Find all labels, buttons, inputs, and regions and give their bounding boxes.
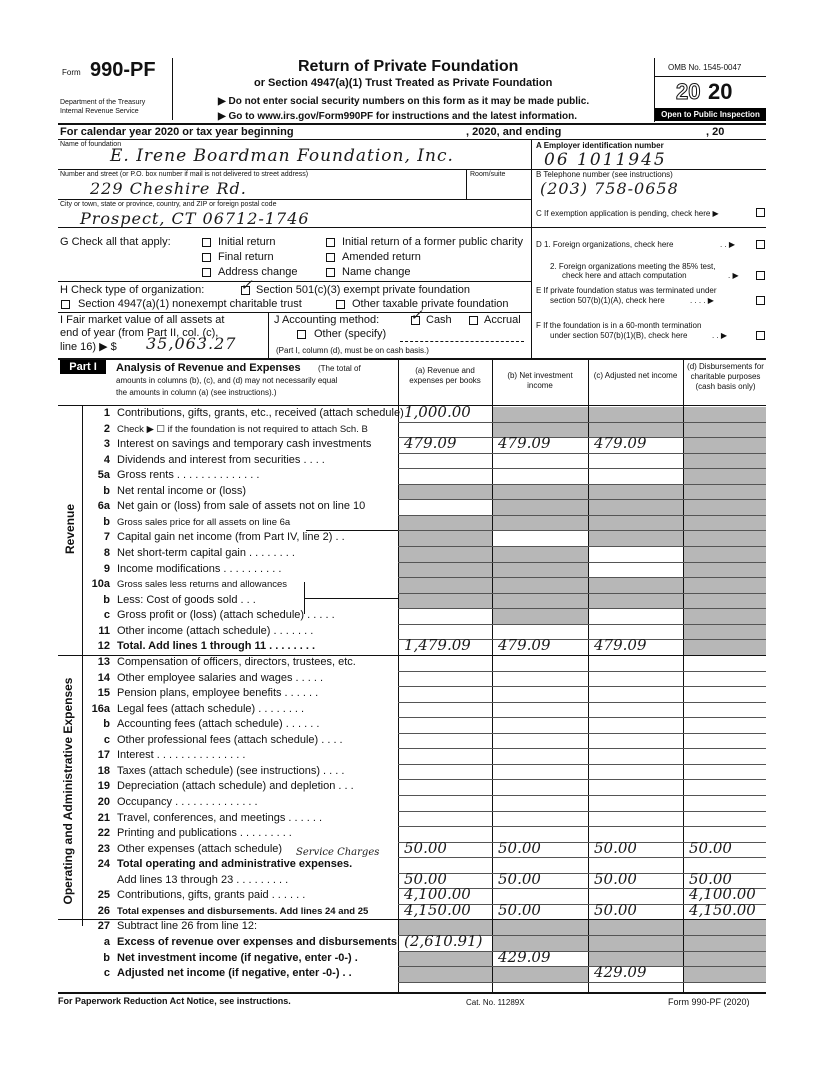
row-number: 3	[103, 438, 110, 451]
foreign-85-checkbox[interactable]	[756, 271, 765, 280]
shaded-cell	[684, 531, 766, 546]
room-suite-label: Room/suite	[470, 171, 506, 178]
shaded-cell	[589, 407, 683, 422]
header-divider-left	[172, 58, 173, 120]
form-word: Form	[62, 68, 81, 77]
shaded-cell	[684, 563, 766, 578]
termination-60-label1: F If the foundation is in a 60-month termination	[536, 321, 702, 330]
cell-a[interactable]: (2,610.91)	[404, 932, 483, 951]
part1-title: Analysis of Revenue and Expenses	[116, 362, 301, 374]
shaded-cell	[399, 516, 492, 531]
expenses-side-label: Operating and Administrative Expenses	[61, 677, 75, 905]
row-label: Contributions, gifts, grants paid . . . . . .	[117, 889, 306, 902]
shaded-cell	[684, 423, 766, 438]
row-number: b	[103, 593, 110, 606]
fmv-line2: end of year (from Part II, col. (c),	[60, 327, 219, 339]
row-number: 6a	[97, 500, 110, 513]
tax-year-bold: 20	[708, 79, 733, 104]
row-rule	[398, 748, 766, 749]
shaded-cell	[399, 485, 492, 500]
row-number: 1	[103, 407, 110, 419]
dept-treasury: Department of the Treasury	[60, 99, 146, 106]
row-rule	[398, 671, 766, 672]
cell-d[interactable]: 4,150.00	[689, 900, 756, 919]
cash-basis-note: (Part I, column (d), must be on cash basis.)	[276, 346, 429, 355]
row-label: Net investment income (if negative, enter -0-) .	[117, 951, 358, 964]
section-501c3-label: Section 501(c)(3) exempt private foundation	[256, 284, 471, 296]
row-label: Other expenses (attach schedule)	[117, 842, 283, 855]
form-subtitle: or Section 4947(a)(1) Trust Treated as Private Foundation	[254, 77, 553, 89]
shaded-cell	[684, 469, 766, 484]
row-number: c	[103, 609, 110, 622]
row-number: 9	[103, 562, 110, 575]
row-number: 25	[97, 889, 110, 902]
row-label: Income modifications . . . . . . . . . .	[117, 562, 282, 575]
phone-label: B Telephone number (see instructions)	[536, 170, 673, 179]
part1-desc2: the amounts in column (a) (see instructions).)	[116, 388, 277, 397]
foreign-85-arrow-icon: . ▶	[728, 271, 739, 280]
row-number: 20	[97, 796, 110, 808]
row-label: Interest . . . . . . . . . . . . . . .	[117, 749, 246, 762]
shaded-cell	[493, 920, 588, 935]
row-rule	[398, 562, 766, 563]
section-separator	[58, 655, 766, 656]
shaded-cell	[589, 936, 683, 951]
h-org-type-label: H Check type of organization:	[60, 284, 205, 296]
exemption-pending-label: C If exemption application is pending, check here ▶	[536, 209, 719, 218]
cell-d[interactable]: 4,100.00	[689, 885, 756, 904]
section-501c3-checkmark-icon: ✓	[240, 276, 253, 294]
name-change-label: Name change	[342, 266, 411, 278]
termination-60-label2: under section 507(b)(1)(B), check here	[550, 331, 688, 340]
row-label: Contributions, gifts, grants, etc., received (attach schedule)	[117, 407, 404, 419]
form-title: Return of Private Foundation	[298, 58, 519, 75]
row-rule	[398, 795, 766, 796]
row-label: Taxes (attach schedule) (see instructions) . . . .	[117, 764, 345, 777]
row-number: 5a	[97, 469, 110, 482]
address-change-checkbox[interactable]	[202, 268, 211, 277]
row-rule	[398, 484, 766, 485]
foreign-85-label1: 2. Foreign organizations meeting the 85% test,	[550, 262, 716, 271]
foreign-85-label2: check here and attach computation	[562, 271, 687, 280]
fmv-value[interactable]: 35,063.27	[146, 334, 237, 353]
footer-paperwork-notice: For Paperwork Reduction Act Notice, see instructions.	[58, 996, 291, 1006]
row-number: 12	[97, 640, 110, 653]
row-label: Other employee salaries and wages . . . . .	[117, 671, 324, 684]
shaded-cell	[493, 516, 588, 531]
amended-return-label: Amended return	[342, 251, 421, 263]
row-label: Interest on savings and temporary cash investments	[117, 438, 372, 451]
initial-return-label: Initial return	[218, 236, 276, 248]
shaded-cell	[399, 547, 492, 562]
termination-60-checkbox[interactable]	[756, 331, 765, 340]
row-label: Other professional fees (attach schedule) . . . .	[117, 733, 343, 746]
row-number: b	[103, 484, 110, 497]
cell-c[interactable]: 50.00	[594, 838, 637, 857]
cell-b[interactable]: 50.00	[498, 838, 541, 857]
cell-c[interactable]: 429.09	[594, 963, 647, 982]
shaded-cell	[684, 500, 766, 515]
row-label: Other income (attach schedule) . . . . . . .	[117, 624, 314, 637]
name-change-checkbox[interactable]	[326, 268, 335, 277]
street-value[interactable]: 229 Cheshire Rd.	[90, 179, 247, 198]
other-taxable-checkbox[interactable]	[336, 300, 345, 309]
row-label: Printing and publications . . . . . . . . .	[117, 827, 292, 840]
accrual-checkbox[interactable]	[469, 316, 478, 325]
row-number: b	[103, 718, 110, 731]
shaded-cell	[684, 967, 766, 982]
cell-d[interactable]: 50.00	[689, 838, 732, 857]
exemption-pending-checkbox[interactable]	[756, 208, 765, 217]
foreign-org-arrow-icon: . . ▶	[720, 240, 736, 249]
accrual-label: Accrual	[484, 314, 521, 326]
foreign-org-checkbox[interactable]	[756, 240, 765, 249]
row-number: b	[103, 951, 110, 964]
row-number: 15	[97, 687, 110, 700]
shaded-cell	[684, 952, 766, 967]
part1-desc1: amounts in columns (b), (c), and (d) may not necessarily equal	[116, 376, 338, 385]
row-label: Excess of revenue over expenses and disbursements	[117, 936, 398, 949]
row-rule	[398, 702, 766, 703]
revenue-side-label: Revenue	[63, 503, 77, 555]
row-number: 10a	[91, 578, 110, 591]
shaded-cell	[684, 640, 766, 655]
row-rule	[398, 546, 766, 547]
calendar-year-mid: , 2020, and ending	[466, 126, 562, 138]
row-label: Depreciation (attach schedule) and depletion . . .	[117, 780, 354, 793]
row-label: Gross rents . . . . . . . . . . . . . .	[117, 469, 260, 482]
cell-a[interactable]: 1,000.00	[404, 403, 471, 421]
row-number: 14	[97, 671, 110, 684]
row23-handwritten-note[interactable]: Service Charges	[296, 847, 380, 858]
initial-return-checkbox[interactable]	[202, 238, 211, 247]
col-b-header: (b) Net investment income	[507, 371, 573, 390]
g-check-label: G Check all that apply:	[60, 236, 171, 248]
row-rule	[398, 951, 766, 952]
row-rule	[398, 982, 766, 983]
shaded-cell	[589, 578, 683, 593]
other-method-checkbox[interactable]	[297, 330, 306, 339]
row-number: 26	[97, 904, 110, 917]
cell-c[interactable]: 479.09	[594, 636, 647, 655]
calendar-year-end: , 20	[706, 126, 725, 138]
shaded-cell	[589, 531, 683, 546]
cash-checkmark-icon: ✓	[410, 306, 423, 324]
row-rule	[398, 515, 766, 516]
row-number: c	[103, 733, 110, 746]
termination-60-arrow-icon: . . ▶	[712, 331, 728, 340]
cell-a[interactable]: 50.00	[404, 869, 447, 888]
row-rule	[398, 966, 766, 967]
row-rule	[398, 608, 766, 609]
shaded-cell	[399, 578, 492, 593]
accounting-method-label: J Accounting method:	[274, 314, 380, 326]
shaded-cell	[589, 516, 683, 531]
street-label: Number and street (or P.O. box number if mail is not delivered to street address)	[60, 171, 309, 178]
shaded-cell	[589, 500, 683, 515]
shaded-cell	[684, 485, 766, 500]
terminated-a-checkbox[interactable]	[756, 296, 765, 305]
initial-return-former-checkbox[interactable]	[326, 238, 335, 247]
terminated-a-label2: section 507(b)(1)(A), check here	[550, 296, 665, 305]
row-rule	[398, 764, 766, 765]
row-label: Less: Cost of goods sold . . .	[117, 593, 256, 606]
section-separator	[58, 919, 766, 920]
row-label: Net rental income or (loss)	[117, 484, 246, 497]
shaded-cell	[684, 594, 766, 609]
shaded-cell	[589, 920, 683, 935]
row-number: 18	[97, 764, 110, 777]
shaded-cell	[493, 594, 588, 609]
row-number: 7	[103, 531, 110, 544]
row-number: 4	[103, 453, 110, 466]
row-rule	[398, 826, 766, 827]
shaded-cell	[684, 438, 766, 453]
cell-b[interactable]: 479.09	[498, 636, 551, 655]
cell-a[interactable]: 1,479.09	[404, 636, 471, 655]
row-number: c	[103, 967, 110, 980]
part1-tag: Part I	[60, 360, 106, 374]
row-label: Subtract line 26 from line 12:	[117, 920, 258, 933]
row-number: 16a	[91, 702, 110, 715]
row-label: Gross sales price for all assets on line 6a	[117, 516, 291, 528]
final-return-label: Final return	[218, 251, 274, 263]
shaded-cell	[493, 547, 588, 562]
row-rule	[398, 686, 766, 687]
instruction-ssn: ▶ Do not enter social security numbers on this form as it may be made public.	[218, 96, 590, 107]
row-rule	[398, 779, 766, 780]
row-label: Gross sales less returns and allowances	[117, 579, 288, 591]
terminated-a-arrow-icon: . . . . ▶	[690, 296, 714, 305]
row-rule	[398, 717, 766, 718]
shaded-cell	[684, 609, 766, 624]
row-label: Adjusted net income (if negative, enter -0-) . .	[117, 967, 352, 980]
cell-b[interactable]: 50.00	[498, 900, 541, 919]
omb-number: OMB No. 1545-0047	[668, 63, 742, 72]
row-number: b	[103, 515, 110, 528]
section-4947-checkbox[interactable]	[61, 300, 70, 309]
row-rule	[398, 530, 766, 531]
row-label: Add lines 13 through 23 . . . . . . . . .	[117, 873, 289, 886]
row-number: 21	[97, 811, 110, 824]
row-rule	[398, 453, 766, 454]
row-rule	[398, 577, 766, 578]
row-label: Travel, conferences, and meetings . . . . . .	[117, 811, 323, 824]
col-a-header: (a) Revenue and expenses per books	[409, 366, 481, 385]
row-number: 22	[97, 827, 110, 840]
cell-b[interactable]: 479.09	[498, 434, 551, 453]
ein-value[interactable]: 06 1011945	[544, 150, 667, 170]
shaded-cell	[493, 485, 588, 500]
cell-a[interactable]: 50.00	[404, 838, 447, 857]
shaded-cell	[399, 967, 492, 982]
shaded-cell	[493, 609, 588, 624]
row-label: Check ▶ ☐ if the foundation is not required to attach Sch. B	[117, 423, 368, 435]
row-number: 11	[98, 624, 110, 637]
phone-value[interactable]: (203) 758-0658	[540, 179, 679, 198]
other-method-label: Other (specify)	[314, 328, 387, 340]
footer-cat-number: Cat. No. 11289X	[466, 998, 525, 1007]
row-number: a	[103, 936, 110, 949]
shaded-cell	[493, 407, 588, 422]
shaded-cell	[493, 967, 588, 982]
row-label: Total expenses and disbursements. Add lines 24 and 25	[117, 905, 369, 917]
shaded-cell	[493, 500, 588, 515]
row-rule	[398, 811, 766, 812]
shaded-cell	[684, 920, 766, 935]
shaded-cell	[684, 547, 766, 562]
irs-service: Internal Revenue Service	[60, 108, 139, 115]
row-rule	[398, 624, 766, 625]
shaded-cell	[684, 578, 766, 593]
row-label: Legal fees (attach schedule) . . . . . . . .	[117, 702, 305, 715]
col-c-header: (c) Adjusted net income	[593, 371, 678, 380]
shaded-cell	[589, 594, 683, 609]
initial-return-former-label: Initial return of a former public charity	[342, 236, 523, 248]
row-label: Total operating and administrative expenses.	[117, 858, 353, 871]
row-number: 17	[97, 749, 110, 762]
shaded-cell	[399, 952, 492, 967]
cell-b[interactable]: 429.09	[498, 947, 551, 966]
shaded-cell	[684, 516, 766, 531]
row-label: Net short-term capital gain . . . . . . . .	[117, 547, 295, 560]
row-number: 13	[97, 655, 110, 668]
shaded-cell	[493, 563, 588, 578]
row-number: 27	[97, 920, 110, 933]
row-rule	[398, 733, 766, 734]
public-inspection-badge: Open to Public Inspection	[655, 108, 766, 121]
final-return-checkbox[interactable]	[202, 253, 211, 262]
city-label: City or town, state or province, country, and ZIP or foreign postal code	[60, 201, 277, 208]
city-value[interactable]: Prospect, CT 06712-1746	[80, 209, 310, 228]
instruction-irs-link: ▶ Go to www.irs.gov/Form990PF for instructions and the latest information.	[218, 111, 578, 122]
row-label: Pension plans, employee benefits . . . . . .	[117, 687, 319, 700]
footer-form-label: Form 990-PF (2020)	[668, 997, 750, 1007]
cell-d[interactable]: 50.00	[689, 869, 732, 888]
cell-c[interactable]: 50.00	[594, 900, 637, 919]
shaded-cell	[399, 563, 492, 578]
amended-return-checkbox[interactable]	[326, 253, 335, 262]
row-rule	[398, 468, 766, 469]
row-label: Net gain or (loss) from sale of assets not on line 10	[117, 500, 366, 513]
row-rule	[398, 422, 766, 423]
form-number: 990-PF	[90, 59, 156, 81]
shaded-cell	[399, 531, 492, 546]
cell-a[interactable]: 4,150.00	[404, 900, 471, 919]
other-taxable-label: Other taxable private foundation	[352, 298, 509, 310]
row-number: 19	[97, 780, 110, 793]
shaded-cell	[493, 578, 588, 593]
row-label: Total. Add lines 1 through 11 . . . . . . . .	[117, 640, 316, 653]
shaded-cell	[589, 485, 683, 500]
cell-a[interactable]: 4,100.00	[404, 885, 471, 904]
shaded-cell	[684, 454, 766, 469]
shaded-cell	[399, 594, 492, 609]
foreign-org-label: D 1. Foreign organizations, check here	[536, 240, 674, 249]
part1-title-note: (The total of	[318, 364, 361, 373]
row-label: Occupancy . . . . . . . . . . . . . .	[117, 796, 258, 808]
foundation-name-value[interactable]: E. Irene Boardman Foundation, Inc.	[110, 146, 454, 166]
row-number: 2	[103, 422, 110, 435]
cell-c[interactable]: 50.00	[594, 869, 637, 888]
row-label: Dividends and interest from securities . . . .	[117, 453, 325, 466]
fmv-line3: line 16) ▶ $	[60, 341, 117, 353]
address-change-label: Address change	[218, 266, 298, 278]
foundation-name-label: Name of foundation	[60, 141, 122, 148]
cell-c[interactable]: 479.09	[594, 434, 647, 453]
row-rule	[398, 593, 766, 594]
col-d-header: (d) Disbursements for charitable purposes (cash basis only)	[687, 362, 764, 391]
calendar-year-label: For calendar year 2020 or tax year beginning	[60, 126, 294, 138]
shaded-cell	[684, 407, 766, 422]
row-label: Capital gain net income (from Part IV, line 2) . .	[117, 531, 345, 544]
fmv-line1: I Fair market value of all assets at	[60, 314, 225, 326]
terminated-a-label1: E If private foundation status was terminated under	[536, 286, 717, 295]
shaded-cell	[684, 625, 766, 640]
cell-a[interactable]: 479.09	[404, 434, 457, 453]
section-4947-label: Section 4947(a)(1) nonexempt charitable trust	[78, 298, 302, 310]
row-number: 23	[97, 842, 110, 855]
row-rule	[398, 857, 766, 858]
row-label: Compensation of officers, directors, trustees, etc.	[117, 655, 356, 668]
cell-b[interactable]: 50.00	[498, 869, 541, 888]
row-label: Accounting fees (attach schedule) . . . . . .	[117, 718, 320, 731]
shaded-cell	[684, 936, 766, 951]
row-number: 8	[103, 547, 110, 560]
row-label: Gross profit or (loss) (attach schedule) . . . . .	[117, 609, 335, 622]
ein-label: A Employer identification number	[536, 141, 664, 150]
row-number: 24	[97, 858, 110, 871]
tax-year-outline: 20	[676, 79, 701, 104]
row-rule	[398, 499, 766, 500]
cash-label: Cash	[426, 314, 452, 326]
